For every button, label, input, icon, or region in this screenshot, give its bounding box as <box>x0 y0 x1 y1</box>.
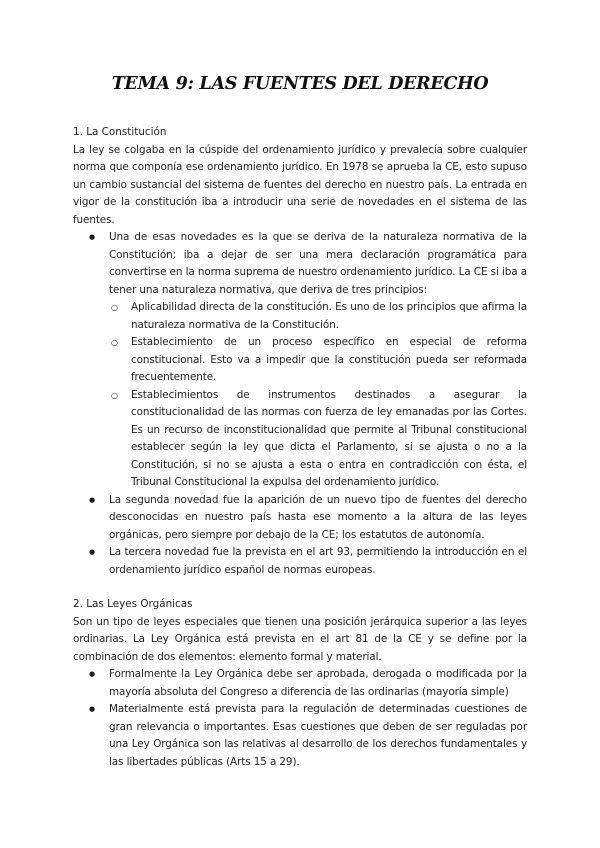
list-item: ● La tercera novedad fue la prevista en el art 93, permitiendo la introducción en el ordenamiento jurídico español de normas europeas. <box>73 544 527 579</box>
section-heading: 1. La Constitución <box>73 126 167 138</box>
bullet-list <box>73 229 527 579</box>
sub-list-item: ○ Aplicabilidad directa de la constitución. Es uno de los principios que afirma la naturaleza normativa de la Constitución. <box>109 299 527 334</box>
section-heading: 2. Las Leyes Orgánicas <box>73 598 193 610</box>
list-item-text: Una de esas novedades es la que se deriva de la naturaleza normativa de la Constitución; iba a dejar de ser una mera declaración programática para convertirse en la norma suprema de nuestro ordenamiento jurídico. La CE si iba a tener una naturaleza normativa, que deriva de tres principios: <box>109 231 527 296</box>
list-item: ● Formalmente la Ley Orgánica debe ser aprobada, derogada o modificada por la mayoría absoluta del Congreso a diferencia de las ordinarias (mayoría simple) <box>73 666 527 701</box>
section-intro-paragraph: Son un tipo de leyes especiales que tienen una posición jerárquica superior a las leyes ordinarias. La Ley Orgánica está prevista en el art 81 de la CE y se define por la combinación de dos elementos: elemento formal y material. <box>73 615 527 663</box>
section-spacer <box>73 579 527 596</box>
list-item <box>73 229 527 492</box>
page-title: TEMA 9: LAS FUENTES DEL DERECHO <box>111 74 489 94</box>
section-intro-paragraph: La ley se colgaba en la cúspide del ordenamiento jurídico y prevalecía sobre cualquier norma que componía ese ordenamiento jurídico. En 1978 se aprueba la CE, esto supuso un cambio sustancial del sistema de fuentes del derecho en nuestro país. La entrada en vigor de la constitución iba a introducir una serie de novedades en el sistema de las fuentes. <box>73 143 527 226</box>
bullet-list <box>73 666 527 771</box>
sub-bullet-list <box>109 299 527 492</box>
section-leyes-organicas <box>73 596 527 771</box>
sub-list-item: ○ Establecimiento de un proceso específico en especial de reforma constitucional. Esto va a impedir que la constitución pueda ser reformada frecuentemente. <box>109 334 527 387</box>
sub-list-item: ○ Establecimientos de instrumentos destinados a asegurar la constitucionalidad de las normas con fuerza de ley emanadas por las Cortes. Es un recurso de inconstitucionalidad que permite al Tribunal constitucional establecer según la ley que dicta el Parlamento, si se ajusta o no a la Constitución, si no se ajusta a esta o entra en contradicción con ésta, el Tribunal Constitucional la expulsa del ordenamiento jurídico. <box>109 387 527 492</box>
list-item: ● Materialmente está prevista para la regulación de determinadas cuestiones de gran relevancia o importantes. Esas cuestiones que deben de ser reguladas por una Ley Orgánica son las relativas al desarrollo de los derechos fundamentales y las libertades públicas (Arts 15 a 29). <box>73 701 527 771</box>
section-constitucion <box>73 124 527 579</box>
list-item: ● La segunda novedad fue la aparición de un nuevo tipo de fuentes del derecho desconocidas en nuestro país hasta ese momento a la altura de las leyes orgánicas, pero siempre por debajo de la CE; los estatutos de autonomía. <box>73 492 527 545</box>
